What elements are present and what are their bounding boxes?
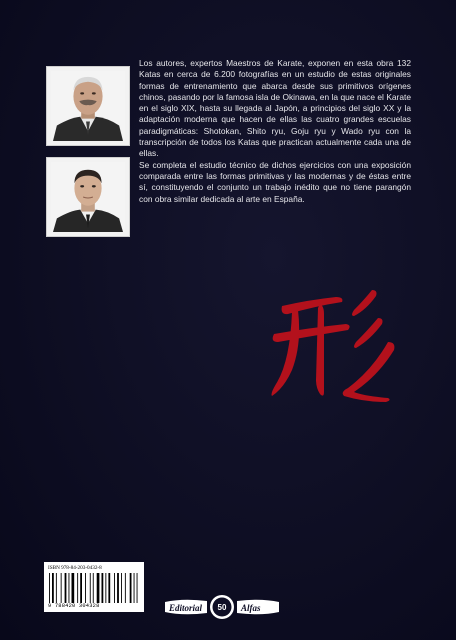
- barcode-bar: [85, 573, 86, 603]
- publisher-emblem: 50: [217, 603, 227, 612]
- author-photo-2: [46, 157, 130, 237]
- barcode-bar: [90, 573, 91, 603]
- barcode-bar: [108, 573, 110, 603]
- back-cover-blurb: [139, 58, 411, 205]
- barcode-bars: [48, 573, 140, 603]
- publisher-name-right: Alfas: [241, 603, 261, 613]
- barcode-bar: [56, 573, 57, 603]
- publisher-name-left: Editorial: [169, 603, 203, 613]
- barcode-bar: [52, 573, 54, 603]
- barcode-bar: [69, 573, 70, 603]
- author-portrait-younger: [51, 162, 125, 232]
- barcode-bar: [134, 573, 135, 603]
- publisher-logo-icon: [163, 594, 281, 620]
- author-portrait-older: [51, 71, 125, 141]
- barcode-bar: [77, 573, 78, 603]
- blurb-paragraph-1: Los autores, expertos Maestros de Karate, exponen en esta obra 132 Katas en cerca de 6.200 fotografías en un estudio de estas originales formas de entrenamiento que abarca desde sus primitivos orígenes chinos, pasando por la famosa isla de Okinawa, en la que nace el Karate en el siglo XIX, hasta su llegada al Japón, a principios del siglo XX y la adaptación moderna que hacen de ellas las cuatro grandes escuelas paradigmáticas: Shotokan, Shito ryu, Goju ryu y Wado ryu con la transcripción de todos los Katas que practican actualmente cada una de ellas.: [139, 58, 411, 159]
- barcode: [44, 562, 144, 612]
- kanji-brush-icon: [268, 284, 408, 404]
- blurb-paragraph-2: Se completa el estudio técnico de dichos ejercicios con una exposición comparada entre las formas primitivas y las modernas y de éstas entre sí, constituyendo el conjunto un trabajo inédito que no tiene parangón con obra similar dedicada al arte en España.: [139, 159, 411, 204]
- barcode-bar: [114, 573, 115, 603]
- barcode-bar: [97, 573, 100, 603]
- barcode-bar: [117, 573, 119, 603]
- barcode-bar: [93, 573, 94, 603]
- publisher-logo: [163, 594, 281, 620]
- barcode-bar: [49, 573, 50, 603]
- barcode-bar: [137, 573, 138, 603]
- isbn-number: ISBN 978-84-203-0432-8: [48, 565, 102, 571]
- barcode-bar: [105, 573, 106, 603]
- barcode-bar: [130, 573, 132, 603]
- barcode-bar: [80, 573, 82, 603]
- barcode-bar: [102, 573, 104, 603]
- barcode-bar: [65, 573, 67, 603]
- barcode-digits: 9 788420 304328: [48, 603, 100, 609]
- barcode-bar: [61, 573, 62, 603]
- barcode-bar: [72, 573, 75, 603]
- barcode-bar: [121, 573, 122, 603]
- barcode-bar: [125, 573, 126, 603]
- author-photo-1: [46, 66, 130, 146]
- kata-kanji-calligraphy: [268, 284, 408, 404]
- barcode-icon: [48, 573, 140, 603]
